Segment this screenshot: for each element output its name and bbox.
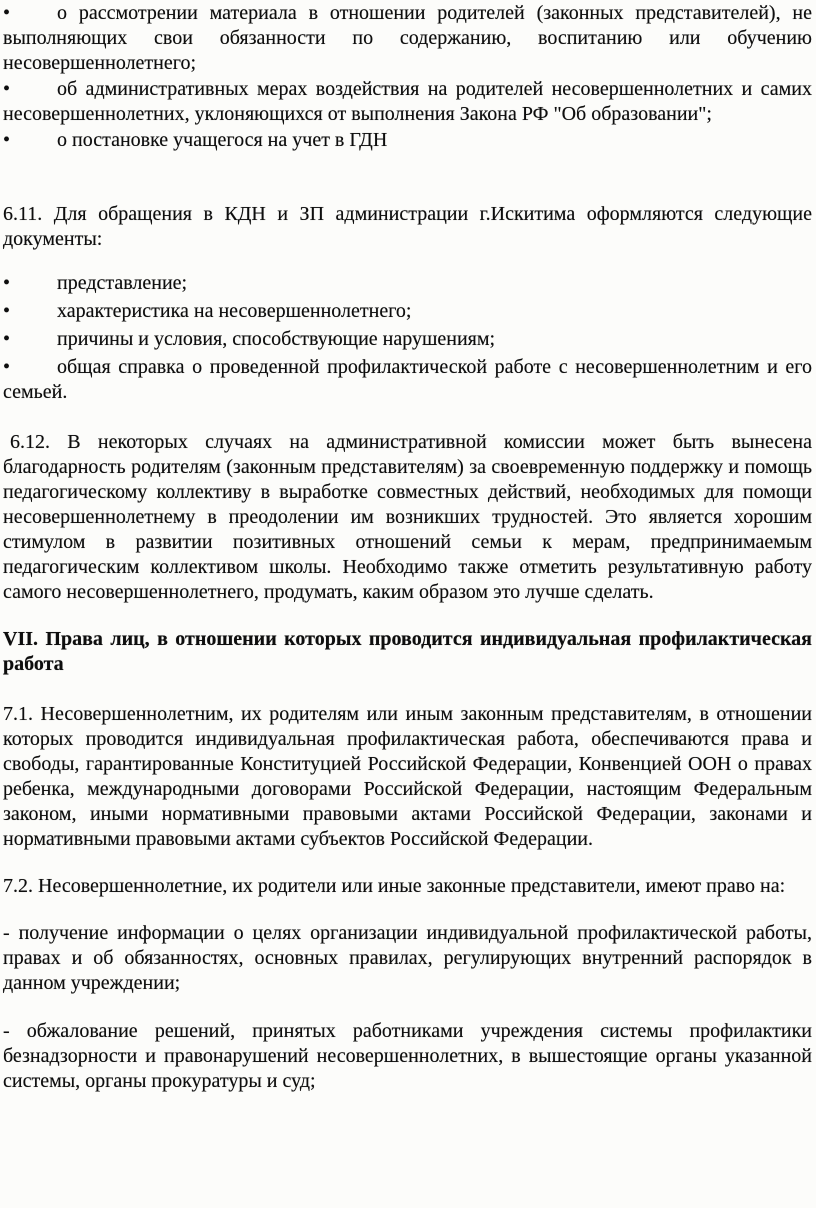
intro-bullet-list — [3, 1, 812, 153]
list-item — [3, 327, 812, 352]
documents-bullet-list — [3, 271, 812, 405]
bullet-icon: • — [3, 2, 11, 24]
right-item: - обжалование решений, принятых работниками учреждения системы профилактики безнадзорности и правонарушений несовершеннолетних, в вышестоящие органы указанной системы, органы прокуратуры и суд; — [3, 1020, 812, 1092]
list-item — [3, 1, 812, 76]
bullet-icon: • — [3, 300, 11, 322]
list-item-text: о рассмотрении материала в отношении родителей (законных представителей), не выполняющих свои обязанности по содержанию, воспитанию или обучению несовершеннолетнего; — [3, 2, 812, 74]
list-item-text: характеристика на несовершеннолетнего; — [57, 300, 412, 322]
list-item-text: о постановке учащегося на учет в ГДН — [57, 129, 388, 151]
list-item — [3, 128, 812, 153]
bullet-icon: • — [3, 78, 11, 100]
right-item: - получение информации о целях организации индивидуальной профилактической работы, правах и об обязанностях, основных правилах, регулирующих внутренний распорядок в данном учреждении; — [3, 922, 812, 994]
bullet-icon: • — [3, 328, 11, 350]
bullet-icon: • — [3, 272, 11, 294]
paragraph-6-11: 6.11. Для обращения в КДН и ЗП администрации г.Искитима оформляются следующие документы: — [3, 203, 812, 250]
list-item-text: об административных мерах воздействия на родителей несовершеннолетних и самих несовершеннолетних, уклоняющихся от выполнения Закона РФ "Об образовании"; — [3, 78, 812, 125]
paragraph-7-2: 7.2. Несовершеннолетние, их родители или иные законные представители, имеют право на: — [3, 875, 786, 897]
list-item-text: общая справка о проведенной профилактической работе с несовершеннолетним и его семьей. — [3, 356, 812, 403]
list-item — [3, 355, 812, 405]
list-item-text: причины и условия, способствующие нарушениям; — [57, 328, 496, 350]
list-item — [3, 299, 812, 324]
bullet-icon: • — [3, 356, 11, 378]
list-item-text: представление; — [57, 272, 188, 294]
list-item — [3, 77, 812, 127]
section-7-heading: VII. Права лиц, в отношении которых проводится индивидуальная профилактическая работа — [3, 628, 812, 675]
bullet-icon: • — [3, 129, 11, 151]
paragraph-7-1: 7.1. Несовершеннолетним, их родителям или иным законным представителям, в отношении которых проводится индивидуальная профилактическая работа, обеспечиваются права и свободы, гарантированные Конституцией Российской Федерации, Конвенцией ООН о правах ребенка, международными договорами Российской Федерации, настоящим Федеральным законом, иными нормативными правовыми актами Российской Федерации, законами и нормативными правовыми актами субъектов Российской Федерации. — [3, 703, 812, 850]
list-item — [3, 271, 812, 296]
paragraph-6-12: 6.12. В некоторых случаях на административной комиссии может быть вынесена благодарность родителям (законным представителям) за своевременную поддержку и помощь педагогическому коллективу в выработке совместных действий, необходимых для помощи несовершеннолетнему в преодолении им возникших трудностей. Это является хорошим стимулом в развитии позитивных отношений семьи к мерам, предпринимаемым педагогическим коллективом школы. Необходимо также отметить результативную работу самого несовершеннолетнего, продумать, каким образом это лучше сделать. — [3, 431, 812, 603]
